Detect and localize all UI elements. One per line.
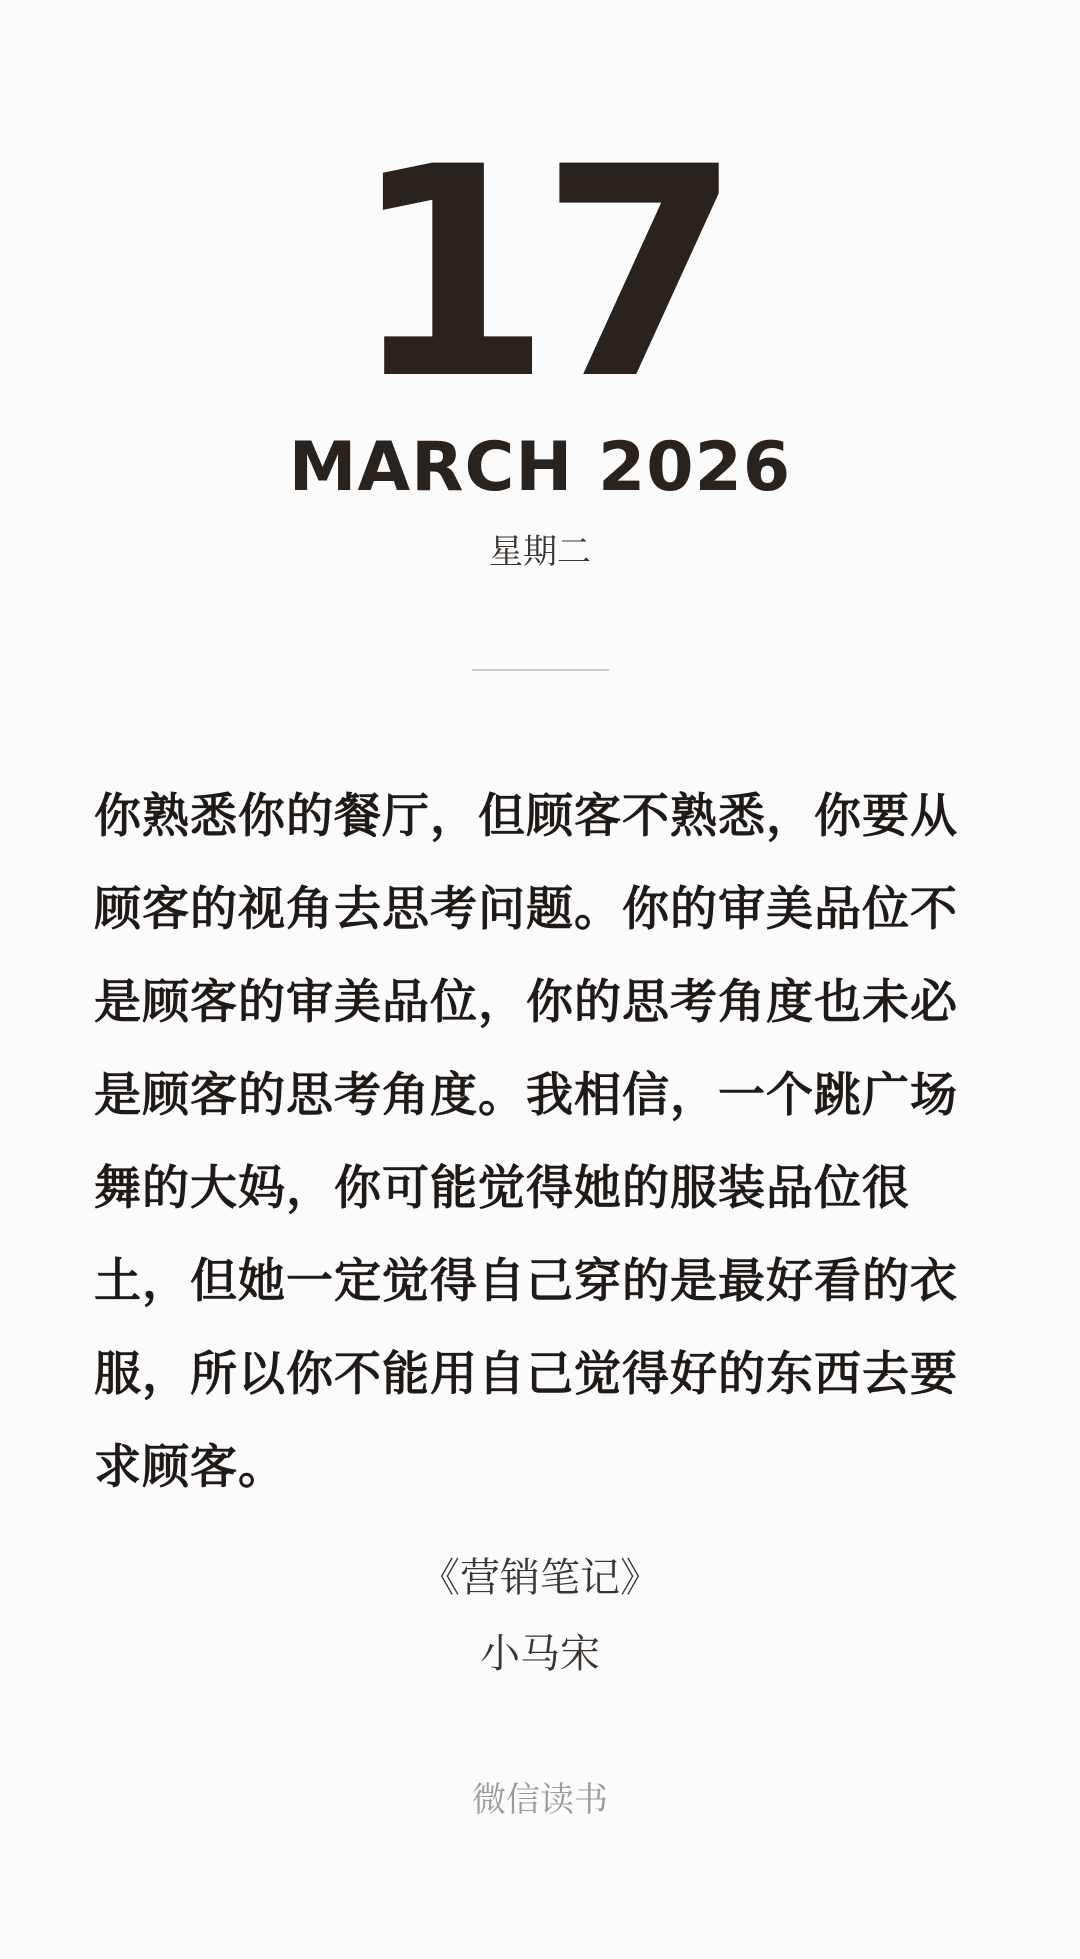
quote-text: 你熟悉你的餐厅，但顾客不熟悉，你要从 顾客的视角去思考问题。你的审美品位不 是顾客的审美品位，你的思考角度也未必 是顾客的思考角度。我相信，一个跳广场 舞的大妈，你可能觉得她的服装品位很 土，但她一定觉得自己穿的是最好看的衣 服，所以你不能用自己觉得好的东西去要 求顾客。 <box>94 789 958 1495</box>
date-weekday: 星期二 <box>489 532 591 572</box>
date-month-year: MARCH 2026 <box>288 428 792 507</box>
date-day: 17 <box>350 106 730 443</box>
book-author: 小马宋 <box>480 1631 600 1677</box>
book-title: 《营销笔记》 <box>420 1555 660 1601</box>
divider <box>472 669 609 671</box>
app-footer-name: 微信读书 <box>472 1780 608 1820</box>
